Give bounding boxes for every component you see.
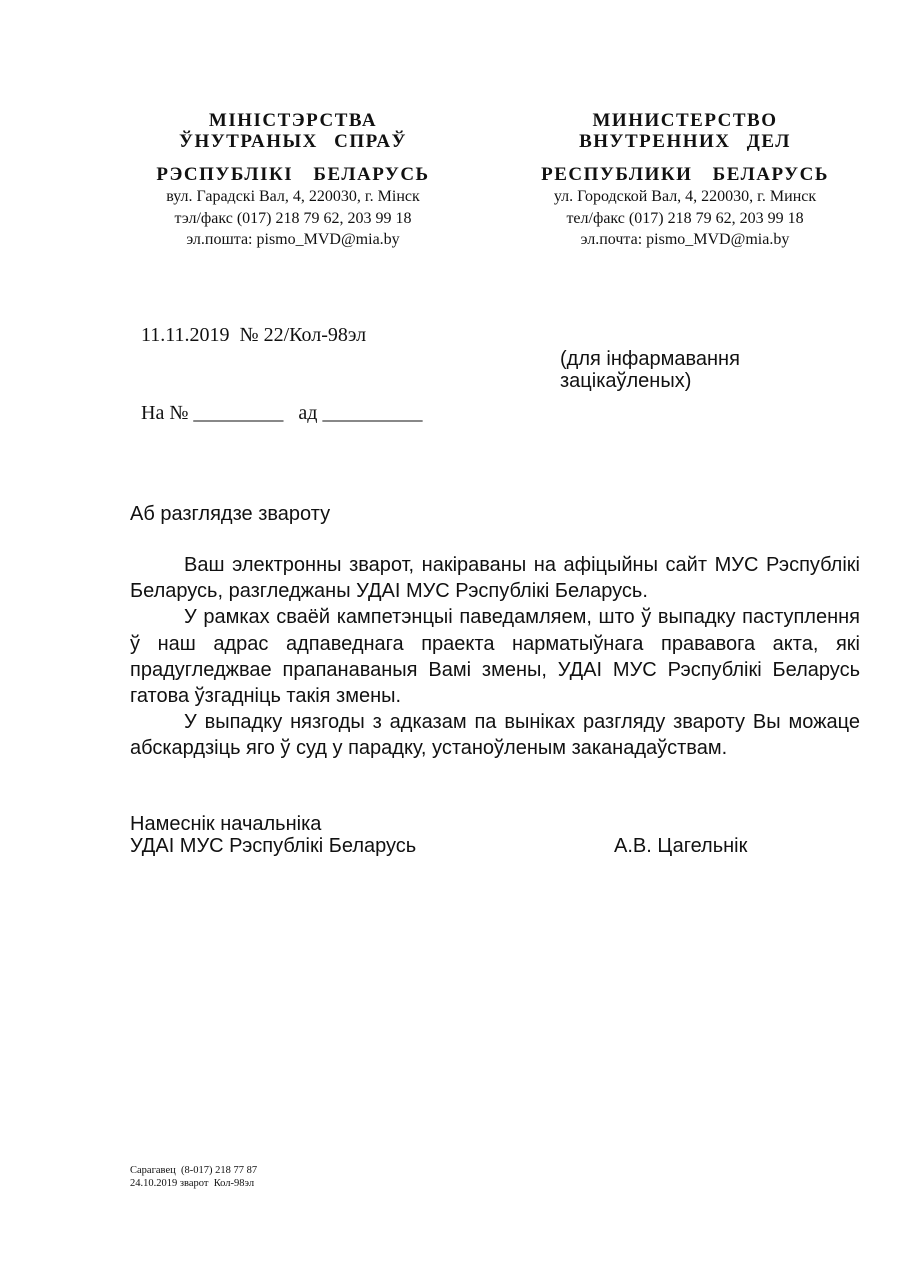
ministry-title-line1: МІНІСТЭРСТВА	[208, 110, 378, 131]
ministry-title-line1: МИНИСТЕРСТВО	[592, 110, 778, 131]
executor-contact: Сарагавец (8-017) 218 77 87	[130, 1165, 258, 1176]
footer-executor	[130, 1164, 257, 1190]
paragraph: У рамках сваёй кампетэнцыі паведамляем, што ў выпадку паступлення ў наш адрас адпаведнага праекта нарматыўнага прававога акта, які прадугледжвае прапанаваныя Вамі змены, УДАІ МУС Рэспублікі Беларусь гатова ўзгадніць такія змены.	[130, 606, 860, 708]
header-belarusian	[128, 110, 458, 251]
reference-number: На № _________ ад __________	[141, 402, 423, 424]
addressee-line2: зацікаўленых)	[560, 370, 692, 392]
registration-number: 11.11.2019 № 22/Кол-98эл	[141, 324, 367, 346]
paragraph: У выпадку нязгоды з адказам па выніках разгляду звароту Вы можаце абскардзіць яго ў суд у парадку, устаноўленым заканадаўствам.	[130, 711, 860, 760]
address: вул. Гарадскі Вал, 4, 220030, г. Мінск	[166, 188, 420, 205]
ministry-title-line2: ЎНУТРАНЫХ СПРАЎ	[179, 131, 407, 152]
republic-title: РЕСПУБЛИКИ БЕЛАРУСЬ	[541, 164, 829, 185]
signature-block	[130, 813, 830, 857]
phone: тэл/факс (017) 218 79 62, 203 99 18	[174, 209, 412, 227]
subject: Аб разглядзе звароту	[130, 503, 331, 525]
addressee-line1: (для інфармавання	[560, 348, 740, 370]
signer-position-line2: УДАІ МУС Рэспублікі Беларусь	[130, 835, 417, 857]
addressee	[560, 348, 740, 392]
registration-block	[141, 270, 422, 452]
appeal-reference: 24.10.2019 зварот Кол-98эл	[130, 1178, 255, 1189]
paragraph: Ваш электронны зварот, накіраваны на афіцыйны сайт МУС Рэспублікі Беларусь, разгледжаны УДАІ МУС Рэспублікі Беларусь.	[130, 554, 860, 603]
republic-title: РЭСПУБЛІКІ БЕЛАРУСЬ	[156, 164, 430, 185]
signer-name: А.В. Цагельнік	[614, 835, 748, 857]
phone: тел/факс (017) 218 79 62, 203 99 18	[566, 209, 804, 227]
signer-position-line1: Намеснік начальніка	[130, 813, 322, 835]
email: эл.почта: pismo_MVD@mia.by	[580, 231, 790, 248]
address: ул. Городской Вал, 4, 220030, г. Минск	[553, 188, 817, 205]
letter-body	[130, 552, 860, 762]
email: эл.пошта: pismo_MVD@mia.by	[186, 231, 400, 248]
ministry-title-line2: ВНУТРЕННИХ ДЕЛ	[579, 131, 791, 152]
header-russian	[520, 110, 850, 251]
